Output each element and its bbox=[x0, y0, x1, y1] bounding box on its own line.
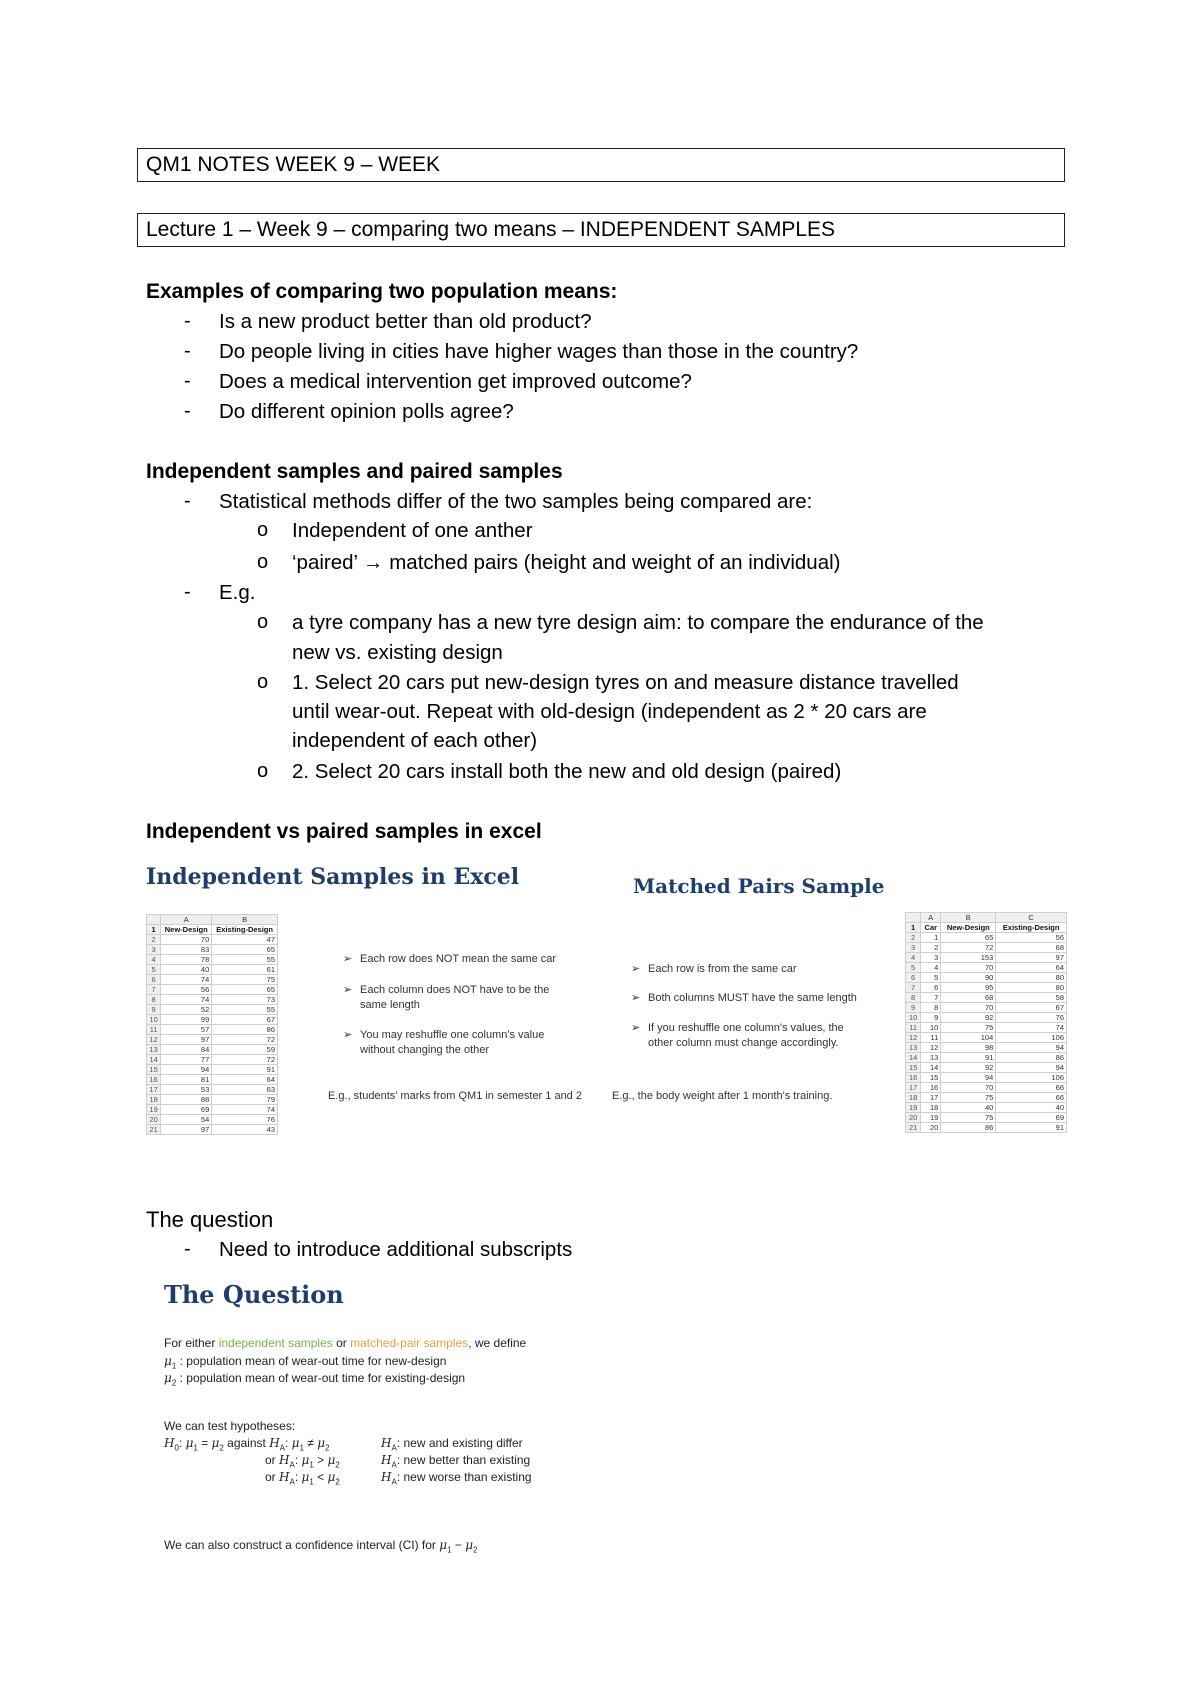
table-cell: 7 bbox=[921, 993, 941, 1003]
table-row bbox=[147, 1045, 278, 1055]
dash-bullet: - bbox=[184, 400, 191, 422]
slide-bullet: If you reshuffle one column's values, the bbox=[648, 1022, 844, 1034]
row-number: 20 bbox=[147, 1115, 161, 1125]
row-number: 8 bbox=[906, 993, 921, 1003]
table-cell: 84 bbox=[161, 1045, 212, 1055]
table-row bbox=[906, 973, 1067, 983]
row-number: 11 bbox=[906, 1023, 921, 1033]
column-header: Car bbox=[921, 923, 941, 933]
table-cell: 54 bbox=[161, 1115, 212, 1125]
row-number: 5 bbox=[906, 963, 921, 973]
row-number: 2 bbox=[906, 933, 921, 943]
table-row bbox=[147, 1065, 278, 1075]
table-cell: 68 bbox=[996, 943, 1067, 953]
sub-item-cont: independent of each other) bbox=[292, 729, 538, 752]
table-cell: 53 bbox=[161, 1085, 212, 1095]
table-cell: 81 bbox=[161, 1075, 212, 1085]
list-item: Does a medical intervention get improved outcome? bbox=[219, 370, 692, 393]
list-item: Do different opinion polls agree? bbox=[219, 400, 514, 423]
column-letter: C bbox=[996, 913, 1067, 923]
table-cell: 65 bbox=[212, 945, 278, 955]
table-cell: 69 bbox=[161, 1105, 212, 1115]
sub-item-cont: until wear-out. Repeat with old-design (independent as 2 * 20 cars are bbox=[292, 700, 927, 723]
table-row bbox=[147, 985, 278, 995]
row-number: 18 bbox=[906, 1093, 921, 1103]
row-number: 20 bbox=[906, 1113, 921, 1123]
table-cell: 75 bbox=[941, 1093, 996, 1103]
row-number: 11 bbox=[147, 1025, 161, 1035]
table-row bbox=[147, 955, 278, 965]
row-number: 19 bbox=[906, 1103, 921, 1113]
mu2-definition: $\mu_2$ : population mean of wear-out time for existing-design bbox=[164, 1371, 466, 1388]
row-number: 7 bbox=[906, 983, 921, 993]
hypothesis-null: $H_0$: $\mu_1 = \mu_2$ against $H_A$: $\mu_1 \ne \mu_2$ bbox=[164, 1436, 330, 1453]
column-header: Existing-Design bbox=[212, 925, 278, 935]
row-number: 13 bbox=[147, 1045, 161, 1055]
table-row bbox=[906, 1043, 1067, 1053]
table-cell: 14 bbox=[921, 1063, 941, 1073]
slide-bullet: You may reshuffle one column's value bbox=[360, 1029, 545, 1041]
column-header: New-Design bbox=[161, 925, 212, 935]
table-cell: 55 bbox=[212, 1005, 278, 1015]
dash-bullet: - bbox=[184, 490, 191, 512]
list-item: Is a new product better than old product? bbox=[219, 310, 592, 333]
sub-item: ‘paired’ → matched pairs (height and weight of an individual) bbox=[292, 551, 841, 574]
table-cell: 94 bbox=[161, 1065, 212, 1075]
paired-example: E.g., the body weight after 1 month's training. bbox=[612, 1090, 833, 1102]
row-number: 12 bbox=[147, 1035, 161, 1045]
row-number: 21 bbox=[147, 1125, 161, 1135]
circle-bullet: o bbox=[257, 671, 269, 693]
table-cell: 72 bbox=[212, 1055, 278, 1065]
excel-heading: Independent vs paired samples in excel bbox=[146, 820, 542, 843]
table-row bbox=[147, 1125, 278, 1135]
table-row bbox=[147, 945, 278, 955]
table-cell: 8 bbox=[921, 1003, 941, 1013]
table-cell: 66 bbox=[996, 1093, 1067, 1103]
hypotheses-intro: We can test hypotheses: bbox=[164, 1419, 296, 1433]
list-item: Need to introduce additional subscripts bbox=[219, 1238, 573, 1261]
table-cell: 80 bbox=[996, 973, 1067, 983]
slide-bullet-cont: same length bbox=[360, 999, 420, 1011]
table-cell: 94 bbox=[996, 1043, 1067, 1053]
table-cell: 3 bbox=[921, 953, 941, 963]
arrow-bullet-icon: ➢ bbox=[343, 953, 353, 965]
table-row bbox=[906, 953, 1067, 963]
table-cell: 15 bbox=[921, 1073, 941, 1083]
row-number: 9 bbox=[906, 1003, 921, 1013]
table-row bbox=[906, 1003, 1067, 1013]
table-cell: 10 bbox=[921, 1023, 941, 1033]
arrow-bullet-icon: ➢ bbox=[631, 963, 641, 975]
slide-bullet-cont: other column must change accordingly. bbox=[648, 1037, 839, 1049]
table-row bbox=[906, 1123, 1067, 1133]
table-cell: 57 bbox=[161, 1025, 212, 1035]
column-letter: B bbox=[212, 915, 278, 925]
sub-item: 2. Select 20 cars install both the new and old design (paired) bbox=[292, 760, 842, 783]
table-cell: 70 bbox=[161, 935, 212, 945]
row-number: 1 bbox=[906, 923, 921, 933]
dash-bullet: - bbox=[184, 1238, 191, 1260]
column-letter: A bbox=[921, 913, 941, 923]
table-cell: 47 bbox=[212, 935, 278, 945]
row-number: 21 bbox=[906, 1123, 921, 1133]
table-cell: 68 bbox=[941, 993, 996, 1003]
ci-statement: We can also construct a confidence interval (CI) for $\mu_1 - \mu_2$ bbox=[164, 1538, 478, 1555]
row-number: 12 bbox=[906, 1033, 921, 1043]
table-cell: 72 bbox=[941, 943, 996, 953]
table-cell: 56 bbox=[161, 985, 212, 995]
table-row bbox=[906, 963, 1067, 973]
column-header: New-Design bbox=[941, 923, 996, 933]
table-cell: 70 bbox=[941, 963, 996, 973]
dash-bullet: - bbox=[184, 370, 191, 392]
table-cell: 92 bbox=[941, 1013, 996, 1023]
row-number: 17 bbox=[906, 1083, 921, 1093]
dash-bullet: - bbox=[184, 340, 191, 362]
slide-bullet: Both columns MUST have the same length bbox=[648, 992, 857, 1004]
table-cell: 91 bbox=[212, 1065, 278, 1075]
row-number: 15 bbox=[147, 1065, 161, 1075]
sub-item: a tyre company has a new tyre design aim: to compare the endurance of the bbox=[292, 611, 984, 634]
table-cell: 67 bbox=[212, 1015, 278, 1025]
list-item: Statistical methods differ of the two samples being compared are: bbox=[219, 490, 813, 513]
table-cell: 9 bbox=[921, 1013, 941, 1023]
sub-item-cont: new vs. existing design bbox=[292, 641, 503, 664]
table-cell: 64 bbox=[996, 963, 1067, 973]
row-number: 10 bbox=[906, 1013, 921, 1023]
table-row bbox=[147, 1115, 278, 1125]
row-number: 3 bbox=[906, 943, 921, 953]
table-cell: 97 bbox=[161, 1035, 212, 1045]
sheet-corner bbox=[906, 913, 921, 923]
table-cell: 91 bbox=[996, 1123, 1067, 1133]
paired-spreadsheet bbox=[905, 912, 1067, 1133]
table-cell: 74 bbox=[996, 1023, 1067, 1033]
notes-header: QM1 NOTES WEEK 9 – WEEK bbox=[137, 148, 1065, 182]
circle-bullet: o bbox=[257, 551, 269, 573]
column-letter: B bbox=[941, 913, 996, 923]
hypothesis-less: or $H_A$: $\mu_1 < \mu_2$ bbox=[265, 1470, 340, 1487]
table-cell: 52 bbox=[161, 1005, 212, 1015]
row-number: 10 bbox=[147, 1015, 161, 1025]
table-cell: 88 bbox=[161, 1095, 212, 1105]
table-row bbox=[906, 993, 1067, 1003]
arrow-bullet-icon: ➢ bbox=[631, 1022, 641, 1034]
table-cell: 63 bbox=[212, 1085, 278, 1095]
table-cell: 86 bbox=[996, 1053, 1067, 1063]
indep-example: E.g., students' marks from QM1 in semester 1 and 2 bbox=[328, 1090, 582, 1102]
table-cell: 17 bbox=[921, 1093, 941, 1103]
sub-item: Independent of one anther bbox=[292, 519, 533, 542]
hyp-desc: $H_A$: new and existing differ bbox=[381, 1436, 523, 1453]
hyp-desc: $H_A$: new worse than existing bbox=[381, 1470, 532, 1487]
table-row bbox=[906, 933, 1067, 943]
table-cell: 70 bbox=[941, 1003, 996, 1013]
row-number: 17 bbox=[147, 1085, 161, 1095]
row-number: 19 bbox=[147, 1105, 161, 1115]
arrow-bullet-icon: ➢ bbox=[343, 984, 353, 996]
list-item: E.g. bbox=[219, 581, 256, 604]
table-cell: 16 bbox=[921, 1083, 941, 1093]
table-row bbox=[147, 1085, 278, 1095]
table-cell: 2 bbox=[921, 943, 941, 953]
list-item: Do people living in cities have higher wages than those in the country? bbox=[219, 340, 859, 363]
row-number: 15 bbox=[906, 1063, 921, 1073]
row-number: 8 bbox=[147, 995, 161, 1005]
table-cell: 43 bbox=[212, 1125, 278, 1135]
table-cell: 12 bbox=[921, 1043, 941, 1053]
table-cell: 83 bbox=[161, 945, 212, 955]
table-cell: 99 bbox=[161, 1015, 212, 1025]
examples-heading: Examples of comparing two population means: bbox=[146, 280, 618, 303]
table-row bbox=[147, 1025, 278, 1035]
table-cell: 6 bbox=[921, 983, 941, 993]
slide-bullet: Each row is from the same car bbox=[648, 963, 797, 975]
circle-bullet: o bbox=[257, 519, 269, 541]
table-row bbox=[906, 1053, 1067, 1063]
table-cell: 40 bbox=[941, 1103, 996, 1113]
circle-bullet: o bbox=[257, 611, 269, 633]
table-cell: 97 bbox=[161, 1125, 212, 1135]
table-cell: 73 bbox=[212, 995, 278, 1005]
table-cell: 58 bbox=[996, 993, 1067, 1003]
table-row bbox=[147, 1095, 278, 1105]
table-cell: 4 bbox=[921, 963, 941, 973]
paired-slide-title: Matched Pairs Sample bbox=[633, 874, 885, 898]
table-cell: 77 bbox=[161, 1055, 212, 1065]
table-cell: 59 bbox=[212, 1045, 278, 1055]
indep-paired-heading: Independent samples and paired samples bbox=[146, 460, 563, 483]
table-cell: 65 bbox=[212, 985, 278, 995]
indep-spreadsheet bbox=[146, 914, 278, 1135]
table-cell: 40 bbox=[161, 965, 212, 975]
dash-bullet: - bbox=[184, 310, 191, 332]
table-row bbox=[147, 1105, 278, 1115]
row-number: 6 bbox=[147, 975, 161, 985]
row-number: 14 bbox=[906, 1053, 921, 1063]
sheet-corner bbox=[147, 915, 161, 925]
table-cell: 91 bbox=[941, 1053, 996, 1063]
table-cell: 40 bbox=[996, 1103, 1067, 1113]
table-row bbox=[906, 1013, 1067, 1023]
row-number: 16 bbox=[906, 1073, 921, 1083]
table-cell: 79 bbox=[212, 1095, 278, 1105]
table-row bbox=[147, 1075, 278, 1085]
table-cell: 69 bbox=[996, 1113, 1067, 1123]
table-cell: 56 bbox=[996, 933, 1067, 943]
table-cell: 94 bbox=[996, 1063, 1067, 1073]
table-cell: 72 bbox=[212, 1035, 278, 1045]
hypothesis-greater: or $H_A$: $\mu_1 > \mu_2$ bbox=[265, 1453, 340, 1470]
table-cell: 1 bbox=[921, 933, 941, 943]
table-cell: 74 bbox=[161, 995, 212, 1005]
circle-bullet: o bbox=[257, 760, 269, 782]
table-row bbox=[906, 1103, 1067, 1113]
table-row bbox=[147, 965, 278, 975]
table-cell: 78 bbox=[161, 955, 212, 965]
table-row bbox=[906, 1073, 1067, 1083]
arrow-bullet-icon: ➢ bbox=[631, 992, 641, 1004]
table-cell: 106 bbox=[996, 1033, 1067, 1043]
table-cell: 80 bbox=[996, 983, 1067, 993]
table-cell: 95 bbox=[941, 983, 996, 993]
table-cell: 97 bbox=[996, 953, 1067, 963]
table-cell: 153 bbox=[941, 953, 996, 963]
row-number: 14 bbox=[147, 1055, 161, 1065]
lecture-title: Lecture 1 – Week 9 – comparing two means – INDEPENDENT SAMPLES bbox=[137, 213, 1065, 247]
table-cell: 75 bbox=[941, 1113, 996, 1123]
table-cell: 67 bbox=[996, 1003, 1067, 1013]
table-cell: 20 bbox=[921, 1123, 941, 1133]
table-cell: 5 bbox=[921, 973, 941, 983]
table-row bbox=[906, 1113, 1067, 1123]
dash-bullet: - bbox=[184, 581, 191, 603]
table-cell: 74 bbox=[161, 975, 212, 985]
table-cell: 55 bbox=[212, 955, 278, 965]
table-row bbox=[906, 1033, 1067, 1043]
table-cell: 11 bbox=[921, 1033, 941, 1043]
table-cell: 86 bbox=[212, 1025, 278, 1035]
indep-slide-title: Independent Samples in Excel bbox=[146, 864, 520, 890]
table-row bbox=[147, 975, 278, 985]
table-cell: 70 bbox=[941, 1083, 996, 1093]
table-cell: 75 bbox=[212, 975, 278, 985]
table-row bbox=[906, 943, 1067, 953]
table-row bbox=[147, 1005, 278, 1015]
table-cell: 18 bbox=[921, 1103, 941, 1113]
hyp-desc: $H_A$: new better than existing bbox=[381, 1453, 531, 1470]
row-number: 18 bbox=[147, 1095, 161, 1105]
table-row bbox=[147, 1015, 278, 1025]
question-intro: For either independent samples or matched-pair samples, we define bbox=[164, 1336, 527, 1350]
row-number: 13 bbox=[906, 1043, 921, 1053]
table-cell: 75 bbox=[941, 1023, 996, 1033]
table-cell: 104 bbox=[941, 1033, 996, 1043]
row-number: 7 bbox=[147, 985, 161, 995]
table-cell: 90 bbox=[941, 973, 996, 983]
row-number: 3 bbox=[147, 945, 161, 955]
row-number: 4 bbox=[147, 955, 161, 965]
question-heading: The question bbox=[146, 1207, 274, 1232]
table-row bbox=[147, 935, 278, 945]
table-row bbox=[906, 1083, 1067, 1093]
table-cell: 13 bbox=[921, 1053, 941, 1063]
table-cell: 98 bbox=[941, 1043, 996, 1053]
column-header: Existing-Design bbox=[996, 923, 1067, 933]
table-row bbox=[906, 983, 1067, 993]
row-number: 4 bbox=[906, 953, 921, 963]
slide-bullet-cont: without changing the other bbox=[360, 1044, 490, 1056]
table-row bbox=[906, 1023, 1067, 1033]
table-cell: 76 bbox=[996, 1013, 1067, 1023]
table-row bbox=[147, 995, 278, 1005]
table-cell: 65 bbox=[941, 933, 996, 943]
question-slide-title: The Question bbox=[164, 1280, 344, 1309]
row-number: 9 bbox=[147, 1005, 161, 1015]
column-letter: A bbox=[161, 915, 212, 925]
table-cell: 19 bbox=[921, 1113, 941, 1123]
slide-bullet: Each column does NOT have to be the bbox=[360, 984, 550, 996]
row-number: 16 bbox=[147, 1075, 161, 1085]
table-cell: 106 bbox=[996, 1073, 1067, 1083]
table-row bbox=[147, 1055, 278, 1065]
table-cell: 61 bbox=[212, 965, 278, 975]
table-row bbox=[906, 1063, 1067, 1073]
table-row bbox=[147, 1035, 278, 1045]
row-number: 2 bbox=[147, 935, 161, 945]
row-number: 6 bbox=[906, 973, 921, 983]
slide-bullet: Each row does NOT mean the same car bbox=[360, 953, 557, 965]
table-cell: 94 bbox=[941, 1073, 996, 1083]
table-cell: 92 bbox=[941, 1063, 996, 1073]
table-cell: 66 bbox=[996, 1083, 1067, 1093]
sub-item: 1. Select 20 cars put new-design tyres on and measure distance travelled bbox=[292, 671, 959, 694]
table-cell: 74 bbox=[212, 1105, 278, 1115]
table-cell: 64 bbox=[212, 1075, 278, 1085]
arrow-bullet-icon: ➢ bbox=[343, 1029, 353, 1041]
mu1-definition: $\mu_1$ : population mean of wear-out time for new-design bbox=[164, 1354, 447, 1371]
row-number: 1 bbox=[147, 925, 161, 935]
table-cell: 86 bbox=[941, 1123, 996, 1133]
table-row bbox=[906, 1093, 1067, 1103]
row-number: 5 bbox=[147, 965, 161, 975]
table-cell: 76 bbox=[212, 1115, 278, 1125]
